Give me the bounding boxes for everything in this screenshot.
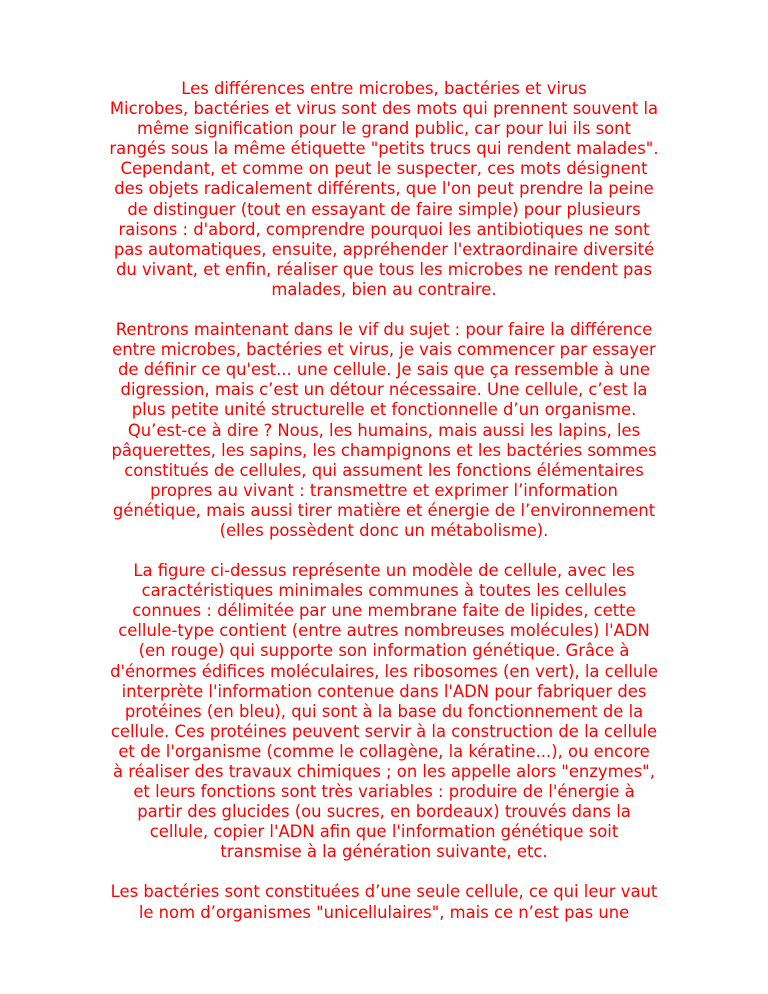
text-line: malades, bien au contraire. [271,279,497,299]
text-line: protéines (en bleu), qui sont à la base du fonctionnement de la [124,701,644,721]
text-line: rangés sous la même étiquette "petits trucs qui rendent malades". [109,139,659,159]
text-line: entre microbes, bactéries et virus, je vais commencer par essayer [112,340,656,360]
text-line: connues : délimitée par une membrane faite de lipides, cette [132,601,636,621]
text-line: de définir ce qu'est... une cellule. Je sais que ça ressemble à une [118,360,650,380]
text-line: du vivant, et enfin, réaliser que tous les microbes ne rendent pas [115,259,653,279]
text-line: Rentrons maintenant dans le vif du sujet : pour faire la différence [115,320,653,340]
text-line: le nom d’organismes "unicellulaires", mais ce n’est pas une [138,902,630,922]
paragraph [88,320,680,541]
text-line: même signification pour le grand public, car pour lui ils sont [137,119,631,139]
text-line: (en rouge) qui supporte son information génétique. Grâce à [138,641,630,661]
text-line: Microbes, bactéries et virus sont des mots qui prennent souvent la [109,99,659,119]
text-line: cellule-type contient (entre autres nombreuses molécules) l'ADN [118,621,650,641]
text-line: propres au vivant : transmettre et exprimer l’information [150,480,618,500]
text-line: digression, mais c’est un détour nécessaire. Une cellule, c’est la [120,380,648,400]
text-line: et leurs fonctions sont très variables : produire de l'énergie à [133,782,635,802]
text-line: et de l'organisme (comme le collagène, la kératine...), ou encore [118,741,650,761]
paragraph [88,79,680,300]
text-line: partir des glucides (ou sucres, en bordeaux) trouvés dans la [137,802,631,822]
text-line: La figure ci-dessus représente un modèle de cellule, avec les [133,561,635,581]
text-line: cellule, copier l'ADN afin que l'information génétique soit [149,822,619,842]
text-line: constitués de cellules, qui assument les fonctions élémentaires [124,460,644,480]
text-line: à réaliser des travaux chimiques ; on les appelle alors "enzymes", [113,762,655,781]
text-line: pas automatiques, ensuite, appréhender l'extraordinaire diversité [113,239,655,259]
text-line: caractéristiques minimales communes à toutes les cellules [141,581,627,601]
text-line: d'énormes édifices moléculaires, les ribosomes (en vert), la cellule [110,661,658,681]
document-body [88,79,680,943]
text-line: des objets radicalement différents, que l'on peut prendre la peine [114,179,654,199]
text-line: (elles possèdent donc un métabolisme). [219,520,549,540]
text-line: Qu’est-ce à dire ? Nous, les humains, mais aussi les lapins, les [127,420,641,440]
text-line: transmise à la génération suivante, etc. [220,842,548,862]
text-line: de distinguer (tout en essayant de faire simple) pour plusieurs [127,199,641,219]
text-line: interprète l'information contenue dans l'ADN pour fabriquer des [121,681,647,701]
text-line: Les bactéries sont constituées d’une seule cellule, ce qui leur vaut [110,882,658,902]
text-line: Cependant, et comme on peut le suspecter, ces mots désignent [120,159,648,179]
text-line: plus petite unité structurelle et fonctionnelle d’un organisme. [131,400,637,420]
paragraph [88,561,680,862]
paragraph [88,882,680,922]
text-line: Les différences entre microbes, bactéries et virus [181,79,587,98]
text-line: cellule. Ces protéines peuvent servir à la construction de la cellule [110,721,658,741]
text-line: génétique, mais aussi tirer matière et énergie de l’environnement [112,500,656,520]
text-line: raisons : d'abord, comprendre pourquoi les antibiotiques ne sont [118,219,650,239]
text-line: pâquerettes, les sapins, les champignons et les bactéries sommes [111,440,657,460]
